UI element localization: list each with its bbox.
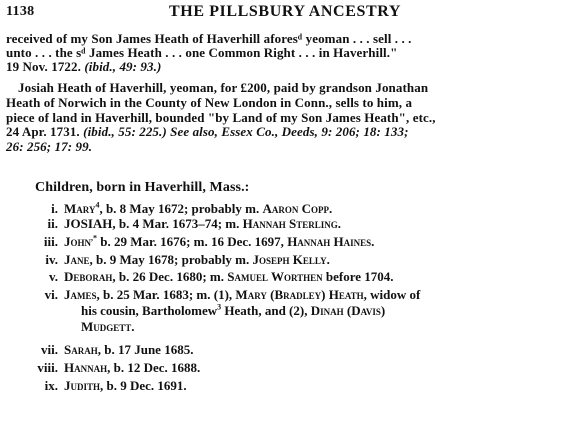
children-heading: Children, born in Haverhill, Mass.: xyxy=(35,180,250,195)
child-numeral: vi. xyxy=(44,287,58,302)
child-details: b. 29 Mar. 1676; m. 16 Dec. 1697, xyxy=(97,234,288,249)
child-numeral: v. xyxy=(48,269,58,284)
child-entry-continuation xyxy=(81,303,385,318)
child-details-tail: before 1704. xyxy=(322,269,394,284)
deed1-line xyxy=(6,31,412,46)
deed2-line xyxy=(6,95,412,110)
child-entry xyxy=(0,252,572,267)
child-entry xyxy=(0,342,572,357)
child-text xyxy=(64,360,200,375)
deed1-text: unto . . . the sᵈ James Heath . . . one Common Right . . . in Haverhill." xyxy=(6,45,398,60)
continuation-text: Heath, and (2), xyxy=(221,303,311,318)
child-entry-continuation xyxy=(81,319,135,334)
deed2-citation: 26: 256; 17: 99. xyxy=(6,139,93,154)
deed1-date: 19 Nov. 1722. xyxy=(6,59,81,74)
child-name: Jane xyxy=(64,252,90,267)
deed2-text: piece of land in Haverhill, bounded "by Land of my Son James Heath", etc., xyxy=(6,110,436,125)
child-name: Deborah xyxy=(64,269,113,284)
child-text xyxy=(64,342,193,357)
child-details: , b. 4 Mar. 1673–74; m. xyxy=(112,216,243,231)
page-header xyxy=(0,0,572,20)
child-details-tail: . xyxy=(337,216,342,231)
deed2-line xyxy=(18,80,428,95)
child-entry xyxy=(0,287,572,302)
child-details: , b. 8 May 1672; probably m. xyxy=(99,201,263,216)
child-entry xyxy=(0,216,572,231)
child-name: John xyxy=(64,234,92,249)
child-entry xyxy=(0,360,572,375)
deed2-line xyxy=(6,124,409,139)
child-text xyxy=(64,269,394,284)
spouse-name: Aaron Copp xyxy=(262,201,329,216)
child-numeral: viii. xyxy=(37,360,58,375)
child-name: Judith xyxy=(64,378,101,393)
spouse-name: Hannah Sterling xyxy=(242,216,338,231)
child-entry xyxy=(0,234,572,249)
child-details: , b. 25 Mar. 1683; m. (1), xyxy=(96,287,236,302)
deed1-citation: (ibid., 49: 93.) xyxy=(84,59,162,74)
running-title: THE PILLSBURY ANCESTRY xyxy=(169,3,401,20)
generation-superscript: 3 xyxy=(217,302,222,312)
child-text xyxy=(64,287,420,302)
child-entry xyxy=(0,269,572,284)
continuation-text: his cousin, Bartholomew xyxy=(81,303,218,318)
child-numeral: ii. xyxy=(47,216,58,231)
spouse-name: Samuel Worthen xyxy=(227,269,323,284)
child-details: , b. 9 May 1678; probably m. xyxy=(89,252,253,267)
child-text xyxy=(64,252,330,267)
child-entry xyxy=(0,378,572,393)
generation-superscript: 4 xyxy=(95,200,100,210)
child-details: , b. 12 Dec. 1688. xyxy=(107,360,201,375)
deed2-date: 24 Apr. 1731. xyxy=(6,124,80,139)
continuation-text: . xyxy=(131,319,135,334)
generation-superscript: ,* xyxy=(91,233,98,243)
child-text xyxy=(64,378,187,393)
spouse-name: Joseph Kelly xyxy=(252,252,327,267)
child-details: , b. 26 Dec. 1680; m. xyxy=(112,269,228,284)
deed2-citation: (ibid., 55: 225.) See also, Essex Co., Deeds, 9: 206; 18: 133; xyxy=(83,124,409,139)
spouse-name: Mary (Bradley) Heath xyxy=(235,287,364,302)
child-name: Hannah xyxy=(64,360,108,375)
child-entry xyxy=(0,201,572,216)
spouse-name: Dinah (Davis) xyxy=(310,303,386,318)
deed1-line xyxy=(6,59,161,74)
deed1-text: received of my Son James Heath of Haverhill aforesᵈ yeoman . . . sell . . . xyxy=(6,31,412,46)
child-details-tail: . xyxy=(328,201,333,216)
spouse-name: Mudgett xyxy=(81,319,132,334)
page-number: 1138 xyxy=(6,4,35,19)
child-details: , b. 17 June 1685. xyxy=(97,342,194,357)
deed2-text: Josiah Heath of Haverhill, yeoman, for £200, paid by grandson Jonathan xyxy=(18,80,429,95)
child-details-tail: . xyxy=(326,252,330,267)
deed1-line xyxy=(6,45,397,60)
child-details: , b. 9 Dec. 1691. xyxy=(100,378,187,393)
deed2-line xyxy=(6,110,436,125)
child-name: James xyxy=(64,287,97,302)
child-details-tail: . xyxy=(371,234,375,249)
child-text xyxy=(64,216,341,231)
deed2-text: Heath of Norwich in the County of New London in Conn., sells to him, a xyxy=(6,95,413,110)
child-numeral: ix. xyxy=(44,378,58,393)
child-numeral: i. xyxy=(51,201,58,216)
spouse-name: Hannah Haines xyxy=(287,234,372,249)
child-numeral: vii. xyxy=(41,342,58,357)
child-text xyxy=(64,234,374,249)
child-numeral: iii. xyxy=(43,234,58,249)
child-numeral: iv. xyxy=(45,252,58,267)
child-text xyxy=(64,201,332,216)
child-name: Sarah xyxy=(64,342,98,357)
child-name: Mary xyxy=(64,201,96,216)
child-name: JOSIAH xyxy=(64,216,113,231)
deed2-line xyxy=(6,139,92,154)
child-details-tail: , widow of xyxy=(363,287,421,302)
